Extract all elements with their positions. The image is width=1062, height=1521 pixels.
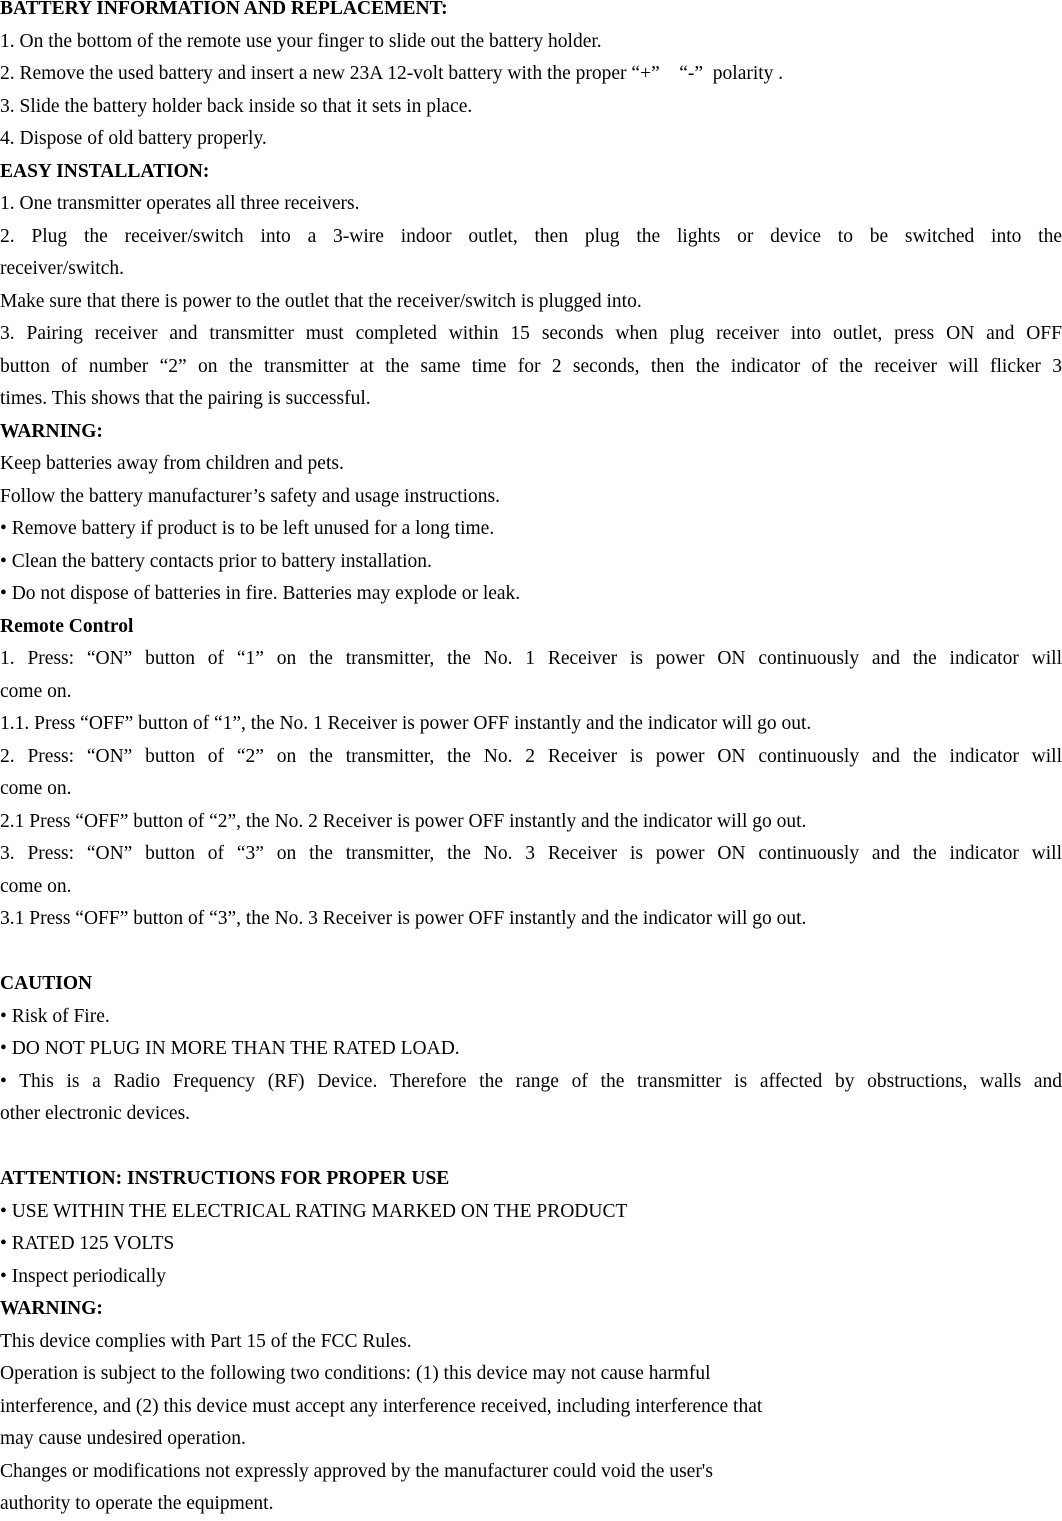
battery-step-3: 3. Slide the battery holder back inside so that it sets in place. — [0, 95, 473, 117]
remote-control-heading: Remote Control — [0, 615, 134, 637]
fcc-line-5: Changes or modifications not expressly approved by the manufacturer could void the user's — [0, 1460, 713, 1482]
warning-battery-line-1: Keep batteries away from children and pets. — [0, 453, 344, 474]
caution-rated-load: • DO NOT PLUG IN MORE THAN THE RATED LOAD. — [0, 1038, 460, 1059]
caution-rf-line-2: other electronic devices. — [0, 1103, 191, 1124]
fcc-line-2: Operation is subject to the following two conditions: (1) this device may not cause harmful — [0, 1363, 711, 1384]
remote-step-2-line-2: come on. — [0, 778, 72, 799]
installation-step-1: 1. One transmitter operates all three receivers. — [0, 193, 360, 214]
warning-battery-line-4: • Clean the battery contacts prior to battery installation. — [0, 550, 432, 572]
installation-step-3-line-3: times. This shows that the pairing is successful. — [0, 388, 371, 409]
fcc-line-4: may cause undesired operation. — [0, 1428, 246, 1449]
caution-heading: CAUTION — [0, 973, 93, 994]
remote-step-3-off: 3.1 Press “OFF” button of “3”, the No. 3 Receiver is power OFF instantly and the indicator will go out. — [0, 908, 807, 929]
remote-step-1-line-1: 1. Press: “ON” button of “1” on the transmitter, the No. 1 Receiver is power ON continuously and the indicator will — [0, 648, 1062, 669]
remote-step-1-line-2: come on. — [0, 680, 72, 702]
attention-heading: ATTENTION: INSTRUCTIONS FOR PROPER USE — [0, 1168, 450, 1189]
caution-fire: • Risk of Fire. — [0, 1005, 110, 1027]
installation-heading: EASY INSTALLATION: — [0, 160, 210, 182]
remote-step-1-off: 1.1. Press “OFF” button of “1”, the No. 1 Receiver is power OFF instantly and the indicator will go out. — [0, 713, 812, 734]
attention-line-1: • USE WITHIN THE ELECTRICAL RATING MARKED ON THE PRODUCT — [0, 1200, 628, 1222]
remote-step-3-line-2: come on. — [0, 875, 72, 897]
attention-line-2: • RATED 125 VOLTS — [0, 1233, 175, 1254]
remote-step-2-off: 2.1 Press “OFF” button of “2”, the No. 2 Receiver is power OFF instantly and the indicator will go out. — [0, 810, 807, 832]
installation-power-note: Make sure that there is power to the outlet that the receiver/switch is plugged into. — [0, 290, 642, 312]
warning-battery-line-2: Follow the battery manufacturer’s safety and usage instructions. — [0, 485, 501, 507]
fcc-line-1: This device complies with Part 15 of the FCC Rules. — [0, 1330, 412, 1352]
attention-line-3: • Inspect periodically — [0, 1265, 167, 1287]
battery-step-2: 2. Remove the used battery and insert a new 23A 12-volt battery with the proper “+” “-” polarity . — [0, 63, 784, 84]
spacer — [0, 1131, 1062, 1164]
installation-step-3-line-1: 3. Pairing receiver and transmitter must completed within 15 seconds when plug receiver into outlet, press ON and OFF — [0, 323, 1062, 344]
remote-step-2-line-1: 2. Press: “ON” button of “2” on the transmitter, the No. 2 Receiver is power ON continuously and the indicator will — [0, 745, 1062, 767]
fcc-line-3: interference, and (2) this device must accept any interference received, including interference that — [0, 1395, 763, 1417]
installation-step-2-line-1: 2. Plug the receiver/switch into a 3-wire indoor outlet, then plug the lights or device to be switched into the — [0, 225, 1062, 247]
spacer — [0, 936, 1062, 969]
battery-step-1: 1. On the bottom of the remote use your finger to slide out the battery holder. — [0, 30, 602, 52]
warning-battery-line-3: • Remove battery if product is to be left unused for a long time. — [0, 518, 495, 539]
warning-heading-fcc: WARNING: — [0, 1298, 103, 1319]
installation-step-3-line-2: button of number “2” on the transmitter at the same time for 2 seconds, then the indicator of the receiver will flicker 3 — [0, 355, 1062, 377]
caution-rf-line-1: • This is a Radio Frequency (RF) Device. Therefore the range of the transmitter is affected by obstructions, walls and — [0, 1070, 1062, 1092]
warning-battery-line-5: • Do not dispose of batteries in fire. Batteries may explode or leak. — [0, 583, 521, 604]
fcc-line-6: authority to operate the equipment. — [0, 1493, 274, 1514]
installation-step-2-line-2: receiver/switch. — [0, 258, 124, 279]
remote-step-3-line-1: 3. Press: “ON” button of “3” on the transmitter, the No. 3 Receiver is power ON continuously and the indicator will — [0, 843, 1062, 864]
battery-step-4: 4. Dispose of old battery properly. — [0, 128, 267, 149]
battery-heading: BATTERY INFORMATION AND REPLACEMENT: — [0, 0, 448, 19]
warning-heading-battery: WARNING: — [0, 420, 103, 442]
